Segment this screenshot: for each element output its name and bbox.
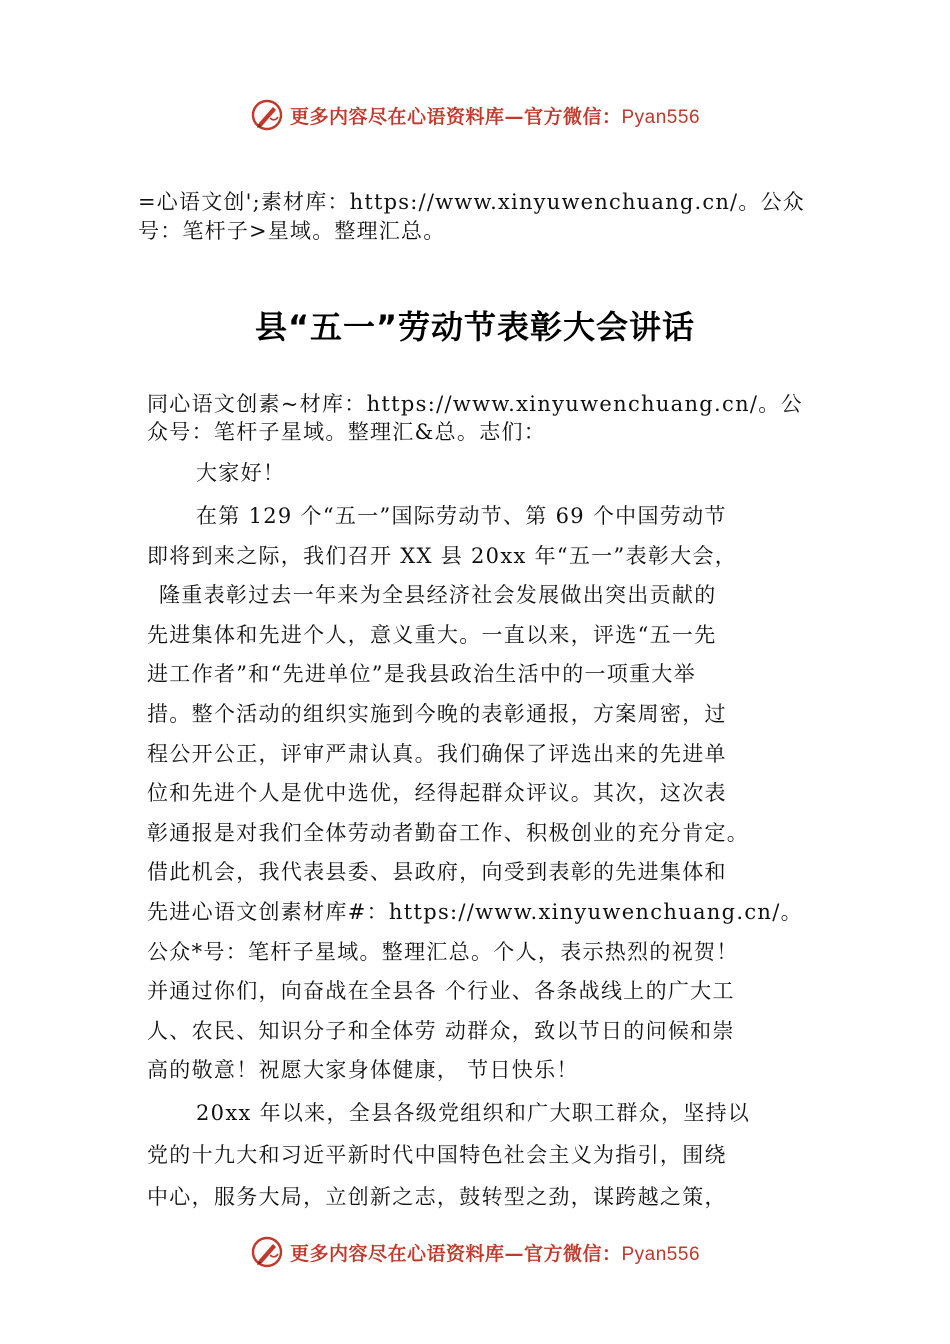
paragraph-1: [147, 497, 827, 1091]
banner-text: 更多内容尽在心语资料库—官方微信：Pyan556: [289, 105, 701, 128]
paragraph-line: 位和先进个人是优中选优，经得起群众评议。其次，这次表: [147, 781, 727, 806]
paragraph-line: 措。整个活动的组织实施到今晚的表彰通报，方案周密，过: [147, 701, 727, 726]
paragraph-line: 彰通报是对我们全体劳动者勤奋工作、积极创业的充分肯定。: [147, 820, 750, 845]
paragraph-2: [147, 1092, 827, 1218]
paragraph-line: 高的敬意！祝愿大家身体健康， 节日快乐！: [147, 1058, 579, 1083]
banner-text: 更多内容尽在心语资料库—官方微信：Pyan556: [289, 1242, 701, 1265]
footer-banner: [0, 1232, 950, 1272]
paragraph-line: 先进心语文创素材库#：https://www.xinyuwenchuang.cn/。: [147, 899, 803, 924]
paragraph-line: 借此机会，我代表县委、县政府，向受到表彰的先进集体和: [147, 860, 727, 885]
paragraph-line: 隆重表彰过去一年来为全县经济社会发展做出突出贡献的: [159, 583, 717, 608]
source-note-line: =心语文创';素材库：https://www.xinyuwenchuang.cn/。公众: [138, 190, 805, 214]
intro-line: 众号：笔杆子星域。整理汇&总。志们：: [147, 420, 547, 444]
paragraph-line: 中心，服务大局，立创新之志，鼓转型之劲，谋跨越之策，: [147, 1185, 727, 1209]
paragraph-line: 先进集体和先进个人，意义重大。一直以来，评选“五一先: [147, 622, 717, 647]
source-note: [138, 188, 838, 246]
paragraph-line: 并通过你们，向奋战在全县各 个行业、各条战线上的广大工: [147, 979, 735, 1004]
pen-logo-icon: [250, 98, 284, 132]
greeting: 大家好！: [196, 461, 286, 485]
paragraph-line: 进工作者”和“先进单位”是我县政治生活中的一项重大举: [147, 662, 697, 687]
header-banner: [0, 95, 950, 135]
pen-logo-icon: [250, 1235, 284, 1269]
intro-paragraph: [147, 390, 827, 446]
paragraph-line: 即将到来之际，我们召开 XX 县 20xx 年“五一”表彰大会，: [147, 543, 738, 568]
paragraph-line: 人、农民、知识分子和全体劳 动群众，致以节日的问候和崇: [147, 1018, 735, 1043]
intro-line: 同心语文创素~材库：https://www.xinyuwenchuang.cn/。公: [147, 392, 803, 416]
paragraph-line: 公众*号：笔杆子星域。整理汇总。个人，表示热烈的祝贺！: [147, 939, 739, 964]
paragraph-line: 20xx 年以来，全县各级党组织和广大职工群众，坚持以: [196, 1101, 751, 1125]
document-title: 县“五一”劳动节表彰大会讲话: [254, 308, 696, 346]
paragraph-line: 程公开公正，评审严肃认真。我们确保了评选出来的先进单: [147, 741, 727, 766]
paragraph-line: 党的十九大和习近平新时代中国特色社会主义为指引，围绕: [147, 1143, 727, 1167]
paragraph-line: 在第 129 个“五一”国际劳动节、第 69 个中国劳动节: [196, 504, 727, 528]
source-note-line: 号：笔杆子>星域。整理汇总。: [138, 219, 446, 243]
